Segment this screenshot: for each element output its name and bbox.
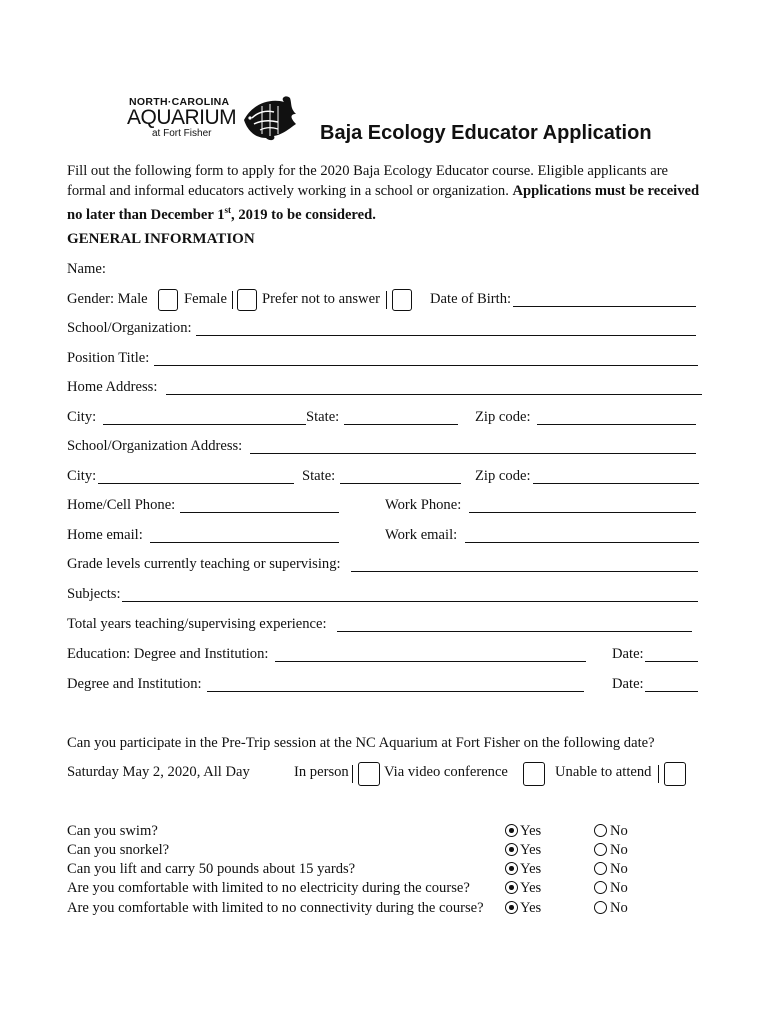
electricity-yes-radio[interactable] [505,881,518,894]
state-label: State: [306,409,340,425]
degree-date-label: Date: [612,676,644,692]
state-field[interactable] [344,424,458,425]
aquarium-logo [127,96,302,146]
question-swim: Can you swim? [67,823,158,839]
question-lift: Can you lift and carry 50 pounds about 15 yards? [67,861,356,877]
position-field[interactable] [154,365,698,366]
state2-label: State: [302,468,336,484]
connectivity-no-label: No [610,900,628,916]
snorkel-no-label: No [610,842,628,858]
unable-label: Unable to attend [555,764,652,780]
swim-yes-label: Yes [520,823,542,839]
female-checkbox-edge [232,291,236,309]
swim-yes-radio[interactable] [505,824,518,837]
snorkel-yes-radio[interactable] [505,843,518,856]
lift-yes-label: Yes [520,861,542,877]
unable-checkbox[interactable] [664,762,686,786]
intro-deadline-text: Applications must be received no later than December 1 [67,182,700,223]
connectivity-no-radio[interactable] [594,901,607,914]
lift-no-radio[interactable] [594,862,607,875]
work-email-label: Work email: [385,527,458,543]
home-address-field[interactable] [166,394,702,395]
school-address-field[interactable] [250,453,696,454]
swim-no-label: No [610,823,628,839]
question-snorkel: Can you snorkel? [67,842,170,858]
general-info-heading: GENERAL INFORMATION [67,231,255,247]
question-electricity: Are you comfortable with limited to no electricity during the course? [67,880,470,896]
subjects-field[interactable] [122,601,698,602]
home-phone-field[interactable] [180,512,339,513]
name-label: Name: [67,261,106,277]
education-date-label: Date: [612,646,644,662]
degree-date-field[interactable] [645,691,698,692]
electricity-no-label: No [610,880,628,896]
male-checkbox[interactable] [158,289,178,311]
position-label: Position Title: [67,350,150,366]
prefer-not-checkbox[interactable] [392,289,412,311]
snorkel-no-radio[interactable] [594,843,607,856]
home-phone-label: Home/Cell Phone: [67,497,176,513]
logo-line1: NORTH·CAROLINA [129,96,230,108]
degree-label: Degree and Institution: [67,676,202,692]
grade-levels-field[interactable] [351,571,698,572]
unable-checkbox-edge [658,765,662,783]
video-label: Via video conference [384,764,508,780]
grade-levels-label: Grade levels currently teaching or supervising: [67,556,341,572]
city-label: City: [67,409,97,425]
electricity-yes-label: Yes [520,880,542,896]
degree-field[interactable] [207,691,584,692]
home-email-label: Home email: [67,527,143,543]
zip2-field[interactable] [533,483,699,484]
years-label: Total years teaching/supervising experience: [67,616,327,632]
work-phone-field[interactable] [469,512,696,513]
intro-paragraph [67,162,707,225]
video-checkbox[interactable] [523,762,545,786]
zip-field[interactable] [537,424,696,425]
lift-yes-radio[interactable] [505,862,518,875]
home-address-label: Home Address: [67,379,158,395]
intro-text: Fill out the following form to apply for the 2020 Baja Ecology Educator course. Eligible applicants are formal and informal educators actively working in a school or organization. [67,163,669,199]
prefer-not-label: Prefer not to answer [262,291,380,307]
school-org-label: School/Organization: [67,320,192,336]
electricity-no-radio[interactable] [594,881,607,894]
female-label: Female [184,291,227,307]
subjects-label: Subjects: [67,586,121,602]
years-field[interactable] [337,631,692,632]
state2-field[interactable] [340,483,461,484]
lift-no-label: No [610,861,628,877]
page-title: Baja Ecology Educator Application [320,122,652,144]
in-person-checkbox[interactable] [358,762,380,786]
question-connectivity: Are you comfortable with limited to no connectivity during the course? [67,900,484,916]
zip2-label: Zip code: [475,468,531,484]
zip-label: Zip code: [475,409,531,425]
intro-deadline-tail: , 2019 to be considered. [231,206,376,223]
swim-no-radio[interactable] [594,824,607,837]
female-checkbox[interactable] [237,289,257,311]
intro-deadline-sup: st [224,205,232,215]
logo-line2: AQUARIUM [127,106,237,129]
school-org-field[interactable] [196,335,696,336]
pretrip-question: Can you participate in the Pre-Trip session at the NC Aquarium at Fort Fisher on the following date? [67,735,655,751]
prefer-not-checkbox-edge [386,291,390,309]
education-field[interactable] [275,661,586,662]
gender-label: Gender: Male [67,291,148,307]
work-email-field[interactable] [465,542,699,543]
connectivity-yes-radio[interactable] [505,901,518,914]
fish-logo-icon [240,94,300,142]
pretrip-date: Saturday May 2, 2020, All Day [67,764,250,780]
school-address-label: School/Organization Address: [67,438,243,454]
education-label: Education: Degree and Institution: [67,646,269,662]
snorkel-yes-label: Yes [520,842,542,858]
connectivity-yes-label: Yes [520,900,542,916]
education-date-field[interactable] [645,661,698,662]
in-person-checkbox-edge [352,765,356,783]
city2-label: City: [67,468,97,484]
city-field[interactable] [103,424,306,425]
logo-line3: at Fort Fisher [152,128,212,139]
city2-field[interactable] [98,483,294,484]
home-email-field[interactable] [150,542,339,543]
dob-label: Date of Birth: [430,291,512,307]
dob-field[interactable] [513,306,696,307]
work-phone-label: Work Phone: [385,497,462,513]
in-person-label: In person [294,764,349,780]
